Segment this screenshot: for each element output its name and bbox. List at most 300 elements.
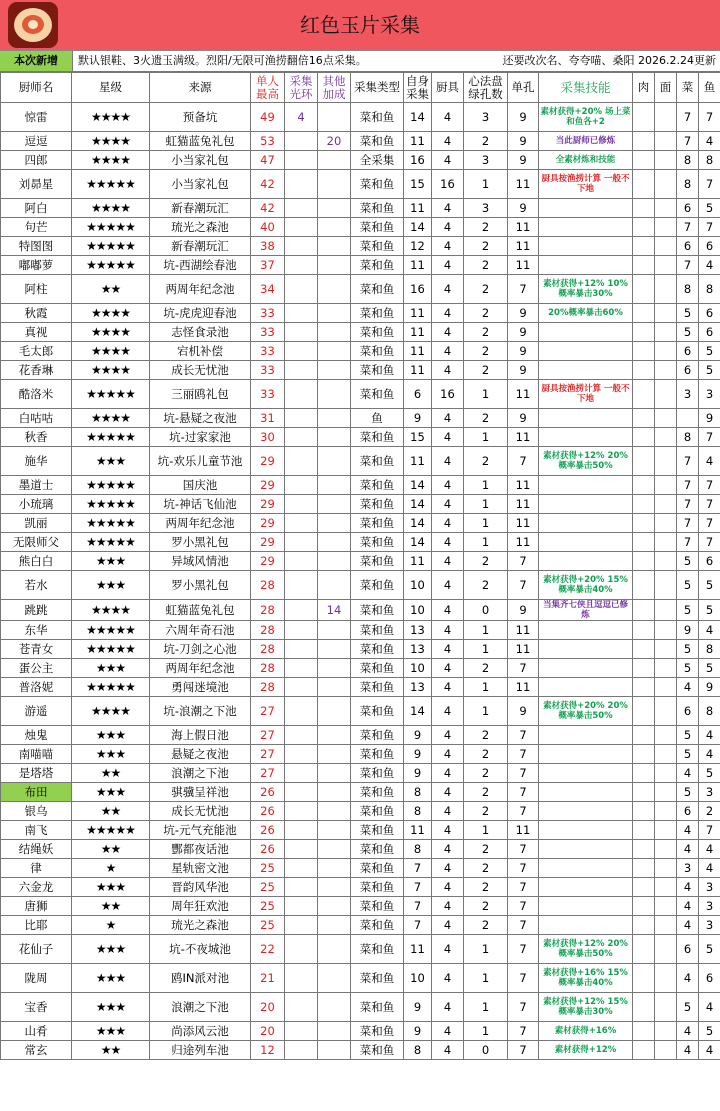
- cell-source: 罗小黑礼包: [150, 533, 251, 552]
- cell-name: 常玄: [1, 1041, 72, 1060]
- cell-other: [318, 764, 351, 783]
- cell-single: 7: [508, 802, 539, 821]
- cell-stars: ★★★★★: [72, 380, 150, 409]
- cell-type: 菜和鱼: [351, 764, 404, 783]
- cell-skill: [539, 218, 633, 237]
- cell-meat: [633, 571, 655, 600]
- cell-max: 22: [251, 935, 285, 964]
- cell-max: 21: [251, 964, 285, 993]
- cell-name: 游遥: [1, 697, 72, 726]
- cell-type: 菜和鱼: [351, 380, 404, 409]
- cell-fish: 4: [699, 859, 720, 878]
- cell-veg: 6: [677, 237, 699, 256]
- cell-other: [318, 726, 351, 745]
- cell-single: 9: [508, 361, 539, 380]
- cell-tool: 4: [432, 361, 464, 380]
- new-tag: 本次新增: [0, 51, 73, 71]
- cell-single: 7: [508, 859, 539, 878]
- col-slots: 心法盘绿孔数: [464, 73, 508, 103]
- cell-type: 菜和鱼: [351, 323, 404, 342]
- cell-noodle: [655, 1022, 677, 1041]
- col-name: 厨师名: [1, 73, 72, 103]
- col-tool: 厨具: [432, 73, 464, 103]
- cell-stars: ★★★★★: [72, 170, 150, 199]
- col-type: 采集类型: [351, 73, 404, 103]
- cell-self: 10: [404, 600, 432, 621]
- cell-self: 7: [404, 859, 432, 878]
- cell-other: [318, 103, 351, 132]
- cell-veg: 6: [677, 802, 699, 821]
- cell-name: 南喵喵: [1, 745, 72, 764]
- cell-halo: [285, 409, 318, 428]
- cell-halo: [285, 659, 318, 678]
- table-row: [1, 552, 720, 571]
- cell-halo: [285, 361, 318, 380]
- col-max: 单人最高: [251, 73, 285, 103]
- cell-veg: 4: [677, 897, 699, 916]
- cell-meat: [633, 361, 655, 380]
- cell-skill: [539, 342, 633, 361]
- cell-single: 7: [508, 878, 539, 897]
- cell-tool: 4: [432, 935, 464, 964]
- cell-skill: [539, 428, 633, 447]
- cell-name: 花仙子: [1, 935, 72, 964]
- cell-single: 7: [508, 659, 539, 678]
- cell-skill: 当此厨师已修炼: [539, 132, 633, 151]
- cell-tool: 4: [432, 514, 464, 533]
- cell-self: 15: [404, 170, 432, 199]
- cell-halo: [285, 170, 318, 199]
- table-row: [1, 533, 720, 552]
- cell-noodle: [655, 103, 677, 132]
- cell-type: 菜和鱼: [351, 103, 404, 132]
- cell-slots: 1: [464, 621, 508, 640]
- col-halo: 采集光环: [285, 73, 318, 103]
- cell-max: 25: [251, 916, 285, 935]
- cell-meat: [633, 840, 655, 859]
- cell-skill: 素材获得+20% 20%概率暴击50%: [539, 697, 633, 726]
- col-stars: 星级: [72, 73, 150, 103]
- cell-noodle: [655, 726, 677, 745]
- cell-halo: 4: [285, 103, 318, 132]
- cell-veg: 7: [677, 132, 699, 151]
- cell-meat: [633, 916, 655, 935]
- cell-skill: [539, 533, 633, 552]
- cell-tool: 4: [432, 678, 464, 697]
- cell-self: 7: [404, 916, 432, 935]
- cell-single: 11: [508, 428, 539, 447]
- cell-type: 菜和鱼: [351, 495, 404, 514]
- cell-single: 9: [508, 304, 539, 323]
- cell-max: 27: [251, 726, 285, 745]
- cell-tool: 4: [432, 859, 464, 878]
- cell-veg: 6: [677, 361, 699, 380]
- cell-noodle: [655, 745, 677, 764]
- cell-fish: 9: [699, 409, 720, 428]
- cell-self: 8: [404, 840, 432, 859]
- cell-name: 刘昴星: [1, 170, 72, 199]
- cell-stars: ★★★★: [72, 342, 150, 361]
- cell-veg: 7: [677, 256, 699, 275]
- cell-other: [318, 237, 351, 256]
- cell-other: [318, 659, 351, 678]
- cell-tool: 4: [432, 840, 464, 859]
- cell-source: 坑-刀剑之心池: [150, 640, 251, 659]
- cell-slots: 2: [464, 447, 508, 476]
- cell-other: [318, 151, 351, 170]
- cell-meat: [633, 993, 655, 1022]
- cell-meat: [633, 199, 655, 218]
- cell-skill: 全素材炼和技能: [539, 151, 633, 170]
- cell-source: 坑-神话飞仙池: [150, 495, 251, 514]
- cell-meat: [633, 304, 655, 323]
- cell-self: 14: [404, 218, 432, 237]
- cell-other: [318, 361, 351, 380]
- col-noodle: 面: [655, 73, 677, 103]
- cell-skill: [539, 678, 633, 697]
- cell-veg: 6: [677, 199, 699, 218]
- cell-halo: [285, 621, 318, 640]
- cell-self: 9: [404, 764, 432, 783]
- cell-max: 53: [251, 132, 285, 151]
- cell-source: 坑-西湖绘春池: [150, 256, 251, 275]
- cell-source: 坑-悬疑之夜池: [150, 409, 251, 428]
- cell-stars: ★★★★: [72, 103, 150, 132]
- cell-fish: 4: [699, 745, 720, 764]
- cell-max: 26: [251, 783, 285, 802]
- cell-source: 琉光之森池: [150, 218, 251, 237]
- cell-single: 11: [508, 514, 539, 533]
- cell-meat: [633, 878, 655, 897]
- cell-tool: 4: [432, 218, 464, 237]
- cell-veg: 4: [677, 821, 699, 840]
- cell-skill: 素材获得+12% 20%概率暴击50%: [539, 447, 633, 476]
- cell-halo: [285, 237, 318, 256]
- cell-single: 11: [508, 678, 539, 697]
- cell-self: 9: [404, 1022, 432, 1041]
- cell-skill: [539, 659, 633, 678]
- cell-fish: 7: [699, 218, 720, 237]
- cell-veg: 7: [677, 103, 699, 132]
- cell-self: 11: [404, 821, 432, 840]
- cell-max: 26: [251, 802, 285, 821]
- cell-source: 星轨密文池: [150, 859, 251, 878]
- cell-self: 11: [404, 935, 432, 964]
- cell-meat: [633, 659, 655, 678]
- cell-other: [318, 935, 351, 964]
- cell-tool: 4: [432, 275, 464, 304]
- cell-type: 菜和鱼: [351, 256, 404, 275]
- cell-stars: ★★★★★: [72, 678, 150, 697]
- cell-halo: [285, 678, 318, 697]
- cell-veg: 5: [677, 659, 699, 678]
- table-row: [1, 323, 720, 342]
- cell-single: 9: [508, 151, 539, 170]
- table-row: [1, 275, 720, 304]
- cell-halo: [285, 552, 318, 571]
- table-row: [1, 935, 720, 964]
- cell-name: 句芒: [1, 218, 72, 237]
- cell-name: 惊雷: [1, 103, 72, 132]
- cell-noodle: [655, 802, 677, 821]
- cell-tool: 4: [432, 256, 464, 275]
- cell-type: 菜和鱼: [351, 361, 404, 380]
- cell-name: 南飞: [1, 821, 72, 840]
- cell-fish: 3: [699, 380, 720, 409]
- header-row: [1, 73, 720, 103]
- cell-veg: 3: [677, 380, 699, 409]
- cell-max: 40: [251, 218, 285, 237]
- cell-halo: [285, 476, 318, 495]
- cell-fish: 6: [699, 964, 720, 993]
- cell-slots: 3: [464, 151, 508, 170]
- cell-type: 菜和鱼: [351, 697, 404, 726]
- cell-stars: ★★★: [72, 993, 150, 1022]
- cell-single: 7: [508, 916, 539, 935]
- cell-other: [318, 304, 351, 323]
- table-row: [1, 640, 720, 659]
- cell-source: 两周年纪念池: [150, 275, 251, 304]
- cell-slots: 2: [464, 726, 508, 745]
- table-row: [1, 132, 720, 151]
- cell-tool: 4: [432, 640, 464, 659]
- cell-veg: 4: [677, 916, 699, 935]
- cell-name: 凯丽: [1, 514, 72, 533]
- cell-skill: [539, 237, 633, 256]
- cell-source: 两周年纪念池: [150, 514, 251, 533]
- cell-slots: 0: [464, 600, 508, 621]
- cell-max: 27: [251, 764, 285, 783]
- cell-slots: 1: [464, 514, 508, 533]
- cell-halo: [285, 726, 318, 745]
- cell-source: 虹猫蓝兔礼包: [150, 600, 251, 621]
- cell-max: 25: [251, 859, 285, 878]
- cell-stars: ★★: [72, 840, 150, 859]
- table-row: [1, 514, 720, 533]
- cell-source: 宕机补偿: [150, 342, 251, 361]
- cell-halo: [285, 600, 318, 621]
- cell-self: 12: [404, 237, 432, 256]
- cell-meat: [633, 447, 655, 476]
- cell-max: 20: [251, 1022, 285, 1041]
- table-row: [1, 697, 720, 726]
- cell-self: 13: [404, 640, 432, 659]
- cell-other: [318, 745, 351, 764]
- cell-name: 熊白白: [1, 552, 72, 571]
- cell-halo: [285, 275, 318, 304]
- cell-type: 菜和鱼: [351, 170, 404, 199]
- cell-name: 白咕咕: [1, 409, 72, 428]
- cell-max: 28: [251, 678, 285, 697]
- cell-max: 28: [251, 659, 285, 678]
- cell-fish: 3: [699, 878, 720, 897]
- cell-single: 9: [508, 600, 539, 621]
- cell-name: 若水: [1, 571, 72, 600]
- cell-max: 33: [251, 361, 285, 380]
- cell-stars: ★★★: [72, 726, 150, 745]
- cell-tool: 4: [432, 916, 464, 935]
- cell-other: [318, 1022, 351, 1041]
- cell-noodle: [655, 621, 677, 640]
- cell-meat: [633, 802, 655, 821]
- cell-slots: 1: [464, 170, 508, 199]
- cell-halo: [285, 514, 318, 533]
- cell-name: 阿白: [1, 199, 72, 218]
- cell-veg: 6: [677, 342, 699, 361]
- cell-fish: 3: [699, 783, 720, 802]
- cell-name: 秋霞: [1, 304, 72, 323]
- cell-skill: [539, 199, 633, 218]
- cell-halo: [285, 859, 318, 878]
- cell-stars: ★★★★★: [72, 640, 150, 659]
- cell-noodle: [655, 275, 677, 304]
- cell-tool: 4: [432, 600, 464, 621]
- cell-self: 11: [404, 342, 432, 361]
- cell-stars: ★: [72, 859, 150, 878]
- cell-source: 小当家礼包: [150, 170, 251, 199]
- cell-noodle: [655, 199, 677, 218]
- cell-noodle: [655, 571, 677, 600]
- cell-stars: ★★★: [72, 878, 150, 897]
- cell-fish: 4: [699, 447, 720, 476]
- cell-self: 7: [404, 878, 432, 897]
- cell-veg: 4: [677, 964, 699, 993]
- cell-type: 菜和鱼: [351, 514, 404, 533]
- cell-slots: 2: [464, 237, 508, 256]
- cell-type: 菜和鱼: [351, 1022, 404, 1041]
- cell-halo: [285, 897, 318, 916]
- table-row: [1, 621, 720, 640]
- cell-slots: 1: [464, 495, 508, 514]
- table-row: [1, 859, 720, 878]
- cell-noodle: [655, 495, 677, 514]
- cell-veg: 8: [677, 275, 699, 304]
- cell-fish: 5: [699, 199, 720, 218]
- cell-halo: [285, 256, 318, 275]
- cell-fish: 4: [699, 1041, 720, 1060]
- cell-skill: [539, 323, 633, 342]
- cell-type: 菜和鱼: [351, 600, 404, 621]
- cell-noodle: [655, 237, 677, 256]
- cell-single: 9: [508, 323, 539, 342]
- cell-max: 42: [251, 199, 285, 218]
- cell-self: 11: [404, 361, 432, 380]
- cell-slots: 2: [464, 878, 508, 897]
- cell-other: [318, 840, 351, 859]
- cell-tool: 4: [432, 103, 464, 132]
- cell-noodle: [655, 361, 677, 380]
- cell-noodle: [655, 533, 677, 552]
- cell-single: 7: [508, 935, 539, 964]
- cell-other: [318, 275, 351, 304]
- cell-max: 49: [251, 103, 285, 132]
- cell-type: 菜和鱼: [351, 640, 404, 659]
- cell-tool: 4: [432, 821, 464, 840]
- cell-name: 毛太郎: [1, 342, 72, 361]
- cell-single: 9: [508, 132, 539, 151]
- cell-noodle: [655, 218, 677, 237]
- cell-source: 坑-过家家池: [150, 428, 251, 447]
- cell-other: [318, 447, 351, 476]
- cell-source: 预备坑: [150, 103, 251, 132]
- cell-self: 9: [404, 745, 432, 764]
- cell-other: [318, 640, 351, 659]
- cell-slots: 2: [464, 659, 508, 678]
- table-body: [1, 103, 720, 1060]
- cell-skill: 素材获得+12% 10%概率暴击30%: [539, 275, 633, 304]
- cell-name: 秋香: [1, 428, 72, 447]
- cell-tool: 4: [432, 409, 464, 428]
- notice-text: 默认银鞋、3火遗玉满级。烈阳/无限可渔捞翻倍16点采集。: [78, 54, 367, 67]
- cell-slots: 2: [464, 132, 508, 151]
- table-row: [1, 878, 720, 897]
- cell-name: 墨道士: [1, 476, 72, 495]
- cell-fish: 5: [699, 1022, 720, 1041]
- cell-slots: 2: [464, 218, 508, 237]
- cell-fish: 7: [699, 476, 720, 495]
- cell-noodle: [655, 897, 677, 916]
- cell-type: 菜和鱼: [351, 1041, 404, 1060]
- cell-source: 六周年奇石池: [150, 621, 251, 640]
- table-row: [1, 571, 720, 600]
- cell-max: 25: [251, 878, 285, 897]
- cell-type: 菜和鱼: [351, 237, 404, 256]
- cell-single: 7: [508, 745, 539, 764]
- cell-single: 7: [508, 552, 539, 571]
- cell-slots: 2: [464, 571, 508, 600]
- cell-source: 新春潮玩汇: [150, 199, 251, 218]
- table-row: [1, 600, 720, 621]
- cell-tool: 4: [432, 897, 464, 916]
- page-title: 红色玉片采集: [300, 13, 420, 37]
- cell-halo: [285, 745, 318, 764]
- cell-type: 菜和鱼: [351, 935, 404, 964]
- cell-fish: 6: [699, 237, 720, 256]
- cell-type: 菜和鱼: [351, 428, 404, 447]
- cell-max: 27: [251, 745, 285, 764]
- cell-source: 尚添风云池: [150, 1022, 251, 1041]
- cell-veg: 7: [677, 495, 699, 514]
- cell-tool: 4: [432, 495, 464, 514]
- cell-skill: [539, 878, 633, 897]
- cell-slots: 2: [464, 840, 508, 859]
- cell-noodle: [655, 697, 677, 726]
- cell-halo: [285, 533, 318, 552]
- table-row: [1, 897, 720, 916]
- cell-other: [318, 821, 351, 840]
- cell-meat: [633, 237, 655, 256]
- cell-tool: 4: [432, 964, 464, 993]
- table-row: [1, 342, 720, 361]
- cell-other: 14: [318, 600, 351, 621]
- cell-meat: [633, 552, 655, 571]
- table-row: [1, 103, 720, 132]
- cell-type: 菜和鱼: [351, 533, 404, 552]
- cell-single: 11: [508, 640, 539, 659]
- cell-stars: ★★★★: [72, 151, 150, 170]
- cell-tool: 16: [432, 170, 464, 199]
- cell-source: 归途列车池: [150, 1041, 251, 1060]
- cell-halo: [285, 1022, 318, 1041]
- cell-tool: 4: [432, 783, 464, 802]
- cell-type: 菜和鱼: [351, 840, 404, 859]
- cell-noodle: [655, 764, 677, 783]
- cell-self: 11: [404, 447, 432, 476]
- cell-veg: 8: [677, 428, 699, 447]
- cell-source: 虹猫蓝兔礼包: [150, 132, 251, 151]
- cell-fish: 5: [699, 361, 720, 380]
- cell-noodle: [655, 859, 677, 878]
